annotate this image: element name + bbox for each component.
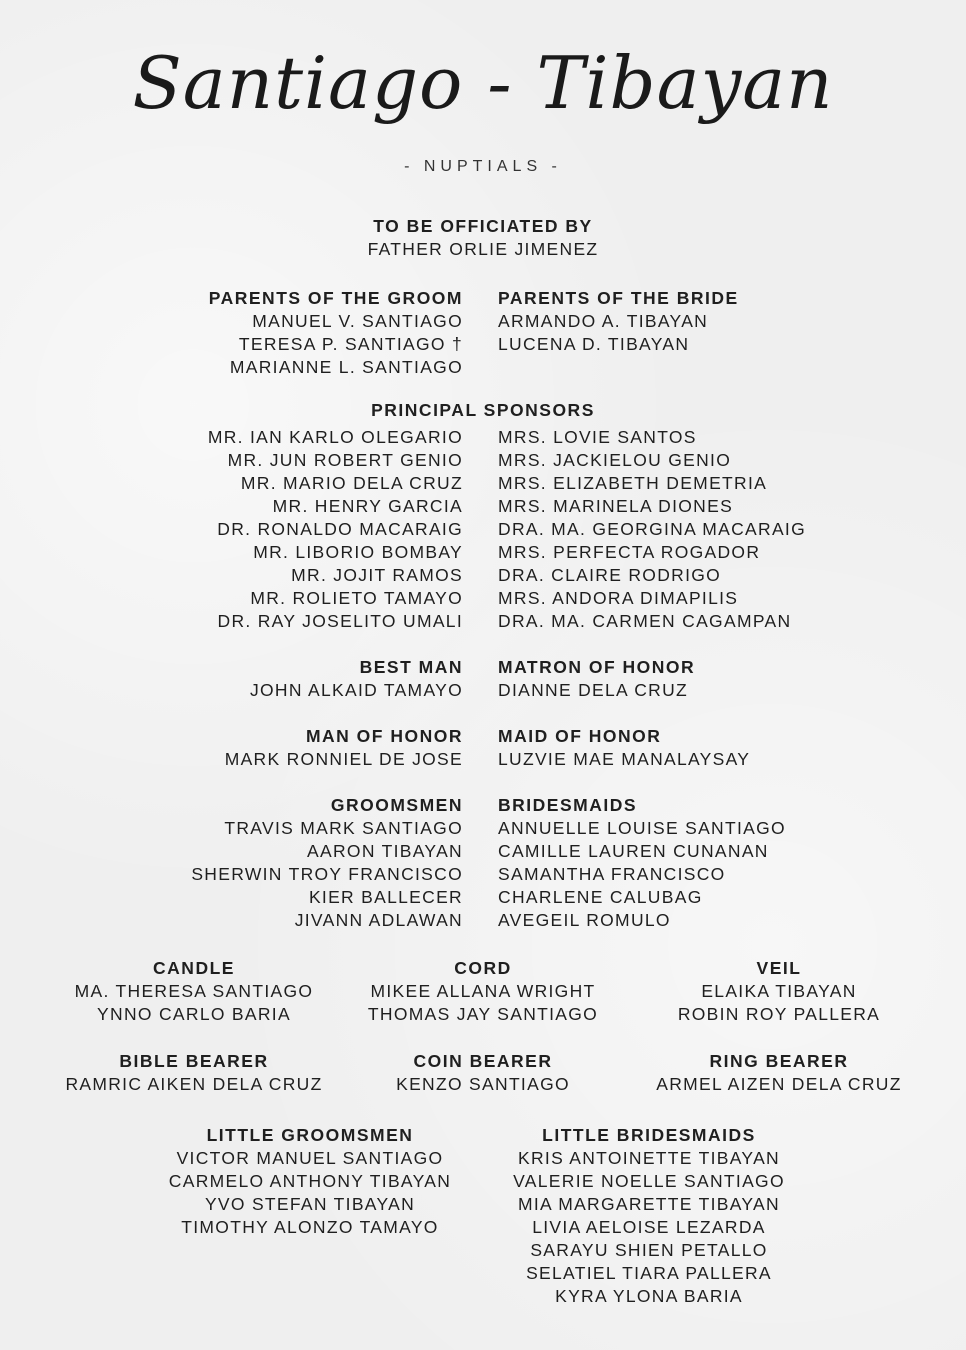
list-item: DRA. CLAIRE RODRIGO xyxy=(498,565,722,585)
list-item: MIKEE ALLANA WRIGHT xyxy=(370,981,596,1001)
list-item: MR. HENRY GARCIA xyxy=(272,496,463,516)
list-item: MIA MARGARETTE TIBAYAN xyxy=(518,1194,780,1214)
list-item: ANNUELLE LOUISE SANTIAGO xyxy=(498,818,786,838)
ring-bearer-name: ARMEL AIZEN DELA CRUZ xyxy=(656,1074,902,1094)
best-man-heading: BEST MAN xyxy=(359,657,463,677)
matron-heading: MATRON OF HONOR xyxy=(498,657,696,677)
list-item: ARMANDO A. TIBAYAN xyxy=(498,311,709,331)
list-item: AARON TIBAYAN xyxy=(307,841,463,861)
list-item: KYRA YLONA BARIA xyxy=(555,1286,743,1306)
list-item: SAMANTHA FRANCISCO xyxy=(498,864,726,884)
parents-bride-heading: PARENTS OF THE BRIDE xyxy=(498,288,739,308)
parents-groom-section xyxy=(209,287,463,379)
list-item: DR. RONALDO MACARAIG xyxy=(217,519,463,539)
cord-heading: CORD xyxy=(454,958,512,978)
list-item: MANUEL V. SANTIAGO xyxy=(252,311,463,331)
list-item: SELATIEL TIARA PALLERA xyxy=(526,1263,772,1283)
list-item: MR. JUN ROBERT GENIO xyxy=(227,450,463,470)
cord-section xyxy=(333,957,633,1026)
man-of-honor-section xyxy=(225,725,463,771)
list-item: DR. RAY JOSELITO UMALI xyxy=(217,611,463,631)
bridesmaids-heading: BRIDESMAIDS xyxy=(498,795,638,815)
coin-bearer-name: KENZO SANTIAGO xyxy=(396,1074,570,1094)
candle-section xyxy=(44,957,344,1026)
list-item: CHARLENE CALUBAG xyxy=(498,887,703,907)
list-item: LIVIA AELOISE LEZARDA xyxy=(532,1217,766,1237)
bridesmaids-section xyxy=(498,794,786,932)
groomsmen-heading: GROOMSMEN xyxy=(330,795,463,815)
list-item: MARIANNE L. SANTIAGO xyxy=(229,357,463,377)
list-item: ROBIN ROY PALLERA xyxy=(677,1004,881,1024)
matron-name: DIANNE DELA CRUZ xyxy=(498,680,688,700)
list-item: TERESA P. SANTIAGO † xyxy=(238,334,463,354)
parents-groom-heading: PARENTS OF THE GROOM xyxy=(208,288,463,308)
page-subtitle: - NUPTIALS - xyxy=(404,158,562,175)
list-item: SHERWIN TROY FRANCISCO xyxy=(191,864,463,884)
list-item: MRS. ELIZABETH DEMETRIA xyxy=(498,473,768,493)
list-item: MRS. MARINELA DIONES xyxy=(498,496,734,516)
list-item: MA. THERESA SANTIAGO xyxy=(74,981,314,1001)
little-bridesmaids-heading: LITTLE BRIDESMAIDS xyxy=(542,1125,756,1145)
groomsmen-section xyxy=(191,794,463,932)
little-bridesmaids-section xyxy=(489,1124,809,1308)
list-item: SARAYU SHIEN PETALLO xyxy=(530,1240,768,1260)
bible-bearer-heading: BIBLE BEARER xyxy=(119,1051,269,1071)
bible-bearer-name: RAMRIC AIKEN DELA CRUZ xyxy=(65,1074,323,1094)
list-item: CARMELO ANTHONY TIBAYAN xyxy=(168,1171,452,1191)
list-item: TIMOTHY ALONZO TAMAYO xyxy=(181,1217,439,1237)
sponsors-left-list xyxy=(208,426,463,633)
officiant-name: FATHER ORLIE JIMENEZ xyxy=(367,239,599,259)
officiant-heading: TO BE OFFICIATED BY xyxy=(373,216,593,236)
veil-heading: VEIL xyxy=(756,958,802,978)
list-item: THOMAS JAY SANTIAGO xyxy=(367,1004,599,1024)
officiant-section xyxy=(0,215,966,261)
sponsors-heading: PRINCIPAL SPONSORS xyxy=(371,400,595,420)
ring-bearer-heading: RING BEARER xyxy=(709,1051,849,1071)
list-item: MR. JOJIT RAMOS xyxy=(291,565,463,585)
list-item: LUCENA D. TIBAYAN xyxy=(498,334,690,354)
maid-of-honor-name: LUZVIE MAE MANALAYSAY xyxy=(498,749,751,769)
list-item: MRS. LOVIE SANTOS xyxy=(498,427,697,447)
list-item: MR. MARIO DELA CRUZ xyxy=(240,473,463,493)
list-item: MRS. PERFECTA ROGADOR xyxy=(498,542,761,562)
parents-bride-section xyxy=(498,287,739,356)
list-item: DRA. MA. GEORGINA MACARAIG xyxy=(498,519,807,539)
list-item: VICTOR MANUEL SANTIAGO xyxy=(176,1148,444,1168)
coin-bearer-section xyxy=(333,1050,633,1096)
list-item: MR. ROLIETO TAMAYO xyxy=(250,588,463,608)
veil-section xyxy=(629,957,929,1026)
ring-bearer-section xyxy=(629,1050,929,1096)
best-man-section xyxy=(250,656,463,702)
list-item: AVEGEIL ROMULO xyxy=(498,910,671,930)
coin-bearer-heading: COIN BEARER xyxy=(413,1051,553,1071)
list-item: MR. LIBORIO BOMBAY xyxy=(253,542,463,562)
list-item: KRIS ANTOINETTE TIBAYAN xyxy=(518,1148,780,1168)
man-of-honor-name: MARK RONNIEL DE JOSE xyxy=(224,749,463,769)
bible-bearer-section xyxy=(44,1050,344,1096)
list-item: JIVANN ADLAWAN xyxy=(294,910,463,930)
candle-heading: CANDLE xyxy=(153,958,235,978)
list-item: MR. IAN KARLO OLEGARIO xyxy=(207,427,463,447)
best-man-name: JOHN ALKAID TAMAYO xyxy=(249,680,463,700)
little-groomsmen-heading: LITTLE GROOMSMEN xyxy=(206,1125,414,1145)
list-item: YVO STEFAN TIBAYAN xyxy=(204,1194,416,1214)
maid-of-honor-heading: MAID OF HONOR xyxy=(498,726,662,746)
maid-of-honor-section xyxy=(498,725,750,771)
list-item: CAMILLE LAUREN CUNANAN xyxy=(498,841,769,861)
list-item: ELAIKA TIBAYAN xyxy=(701,981,857,1001)
list-item: VALERIE NOELLE SANTIAGO xyxy=(513,1171,785,1191)
list-item: DRA. MA. CARMEN CAGAMPAN xyxy=(498,611,792,631)
sponsors-right-list xyxy=(498,426,806,633)
list-item: TRAVIS MARK SANTIAGO xyxy=(224,818,463,838)
page-title: Santiago - Tibayan xyxy=(132,41,834,125)
list-item: KIER BALLECER xyxy=(308,887,463,907)
list-item: MRS. ANDORA DIMAPILIS xyxy=(498,588,739,608)
man-of-honor-heading: MAN OF HONOR xyxy=(305,726,463,746)
matron-section xyxy=(498,656,695,702)
little-groomsmen-section xyxy=(150,1124,470,1239)
list-item: MRS. JACKIELOU GENIO xyxy=(498,450,732,470)
list-item: YNNO CARLO BARIA xyxy=(97,1004,291,1024)
